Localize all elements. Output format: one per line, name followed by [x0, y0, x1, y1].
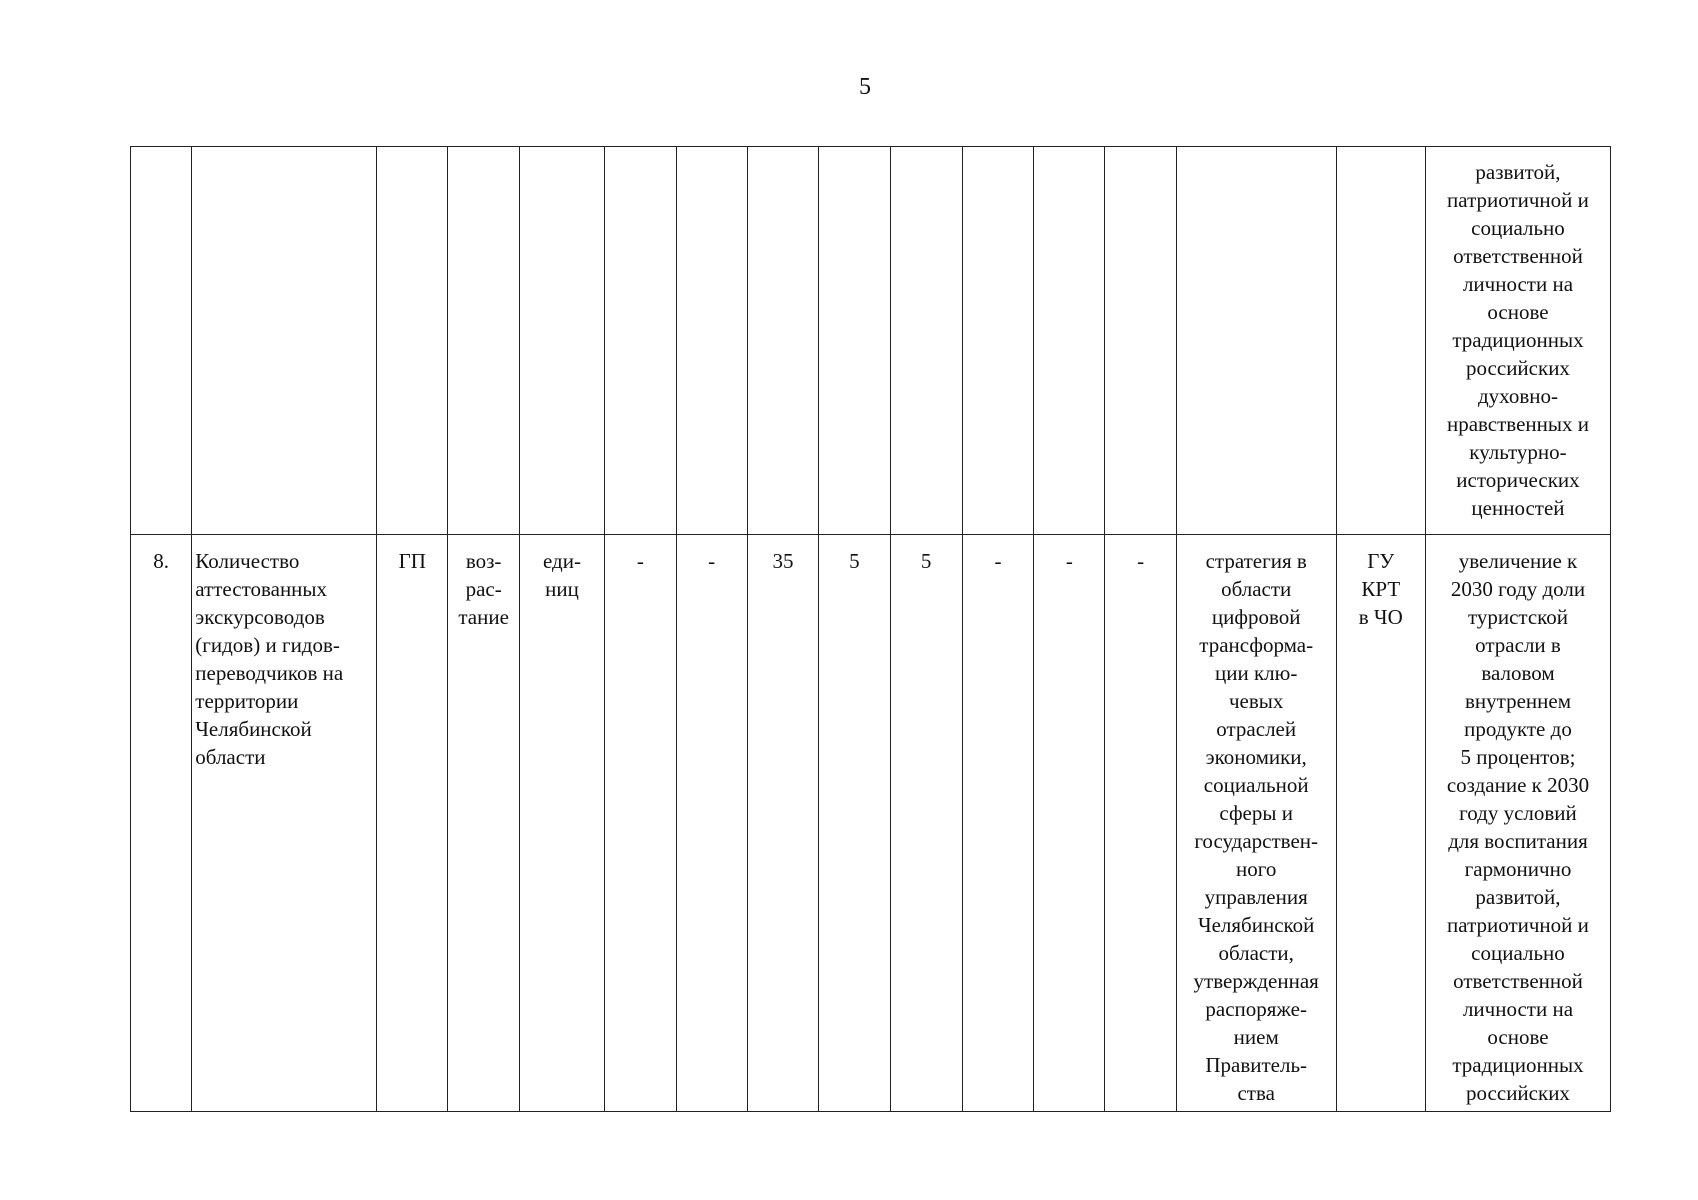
cell-value: -	[1105, 535, 1176, 1112]
cell-goal: развитой, патриотичной и социально ответственной личности на основе традиционных российских духовно- нравственных и культурно- исторических ценностей	[1425, 147, 1610, 535]
cell-value	[747, 147, 818, 535]
cell-value: 5	[890, 535, 962, 1112]
cell-value: -	[605, 535, 676, 1112]
cell-level: ГП	[377, 535, 448, 1112]
cell-value	[1034, 147, 1105, 535]
cell-number	[131, 147, 192, 535]
cell-indicator-name	[192, 147, 377, 535]
cell-document	[1176, 147, 1336, 535]
cell-goal: увеличение к 2030 году доли туристской отрасли в валовом внутреннем продукте до 5 процентов; создание к 2030 году условий для воспитания гармонично развитой, патриотичной и социально ответственной личности на основе традиционных российских	[1425, 535, 1610, 1112]
cell-value	[605, 147, 676, 535]
table-row-8	[131, 535, 1611, 1112]
page-number: 5	[859, 74, 871, 100]
cell-value: -	[676, 535, 747, 1112]
cell-trend: воз- рас- тание	[448, 535, 519, 1112]
cell-value	[1105, 147, 1176, 535]
indicator-table	[130, 146, 1611, 1112]
cell-value	[890, 147, 962, 535]
cell-value: -	[962, 535, 1033, 1112]
cell-level	[377, 147, 448, 535]
cell-indicator-name: Количество аттестованных экскурсоводов (гидов) и гидов- переводчиков на территории Челябинской области	[192, 535, 377, 1112]
cell-value	[962, 147, 1033, 535]
cell-document: стратегия в области цифровой трансформа- ции клю- чевых отраслей экономики, социальной сферы и государствен- ного управления Челябинской области, утвержденная распоряже- нием Правитель- ства	[1176, 535, 1336, 1112]
cell-responsible: ГУ КРТ в ЧО	[1336, 535, 1425, 1112]
cell-value: 5	[819, 535, 890, 1112]
table-row-continuation	[131, 147, 1611, 535]
cell-value	[676, 147, 747, 535]
cell-unit: еди- ниц	[519, 535, 604, 1112]
cell-value	[819, 147, 890, 535]
cell-responsible	[1336, 147, 1425, 535]
cell-number: 8.	[131, 535, 192, 1112]
cell-unit	[519, 147, 604, 535]
cell-value: -	[1034, 535, 1105, 1112]
cell-trend	[448, 147, 519, 535]
cell-value: 35	[747, 535, 818, 1112]
